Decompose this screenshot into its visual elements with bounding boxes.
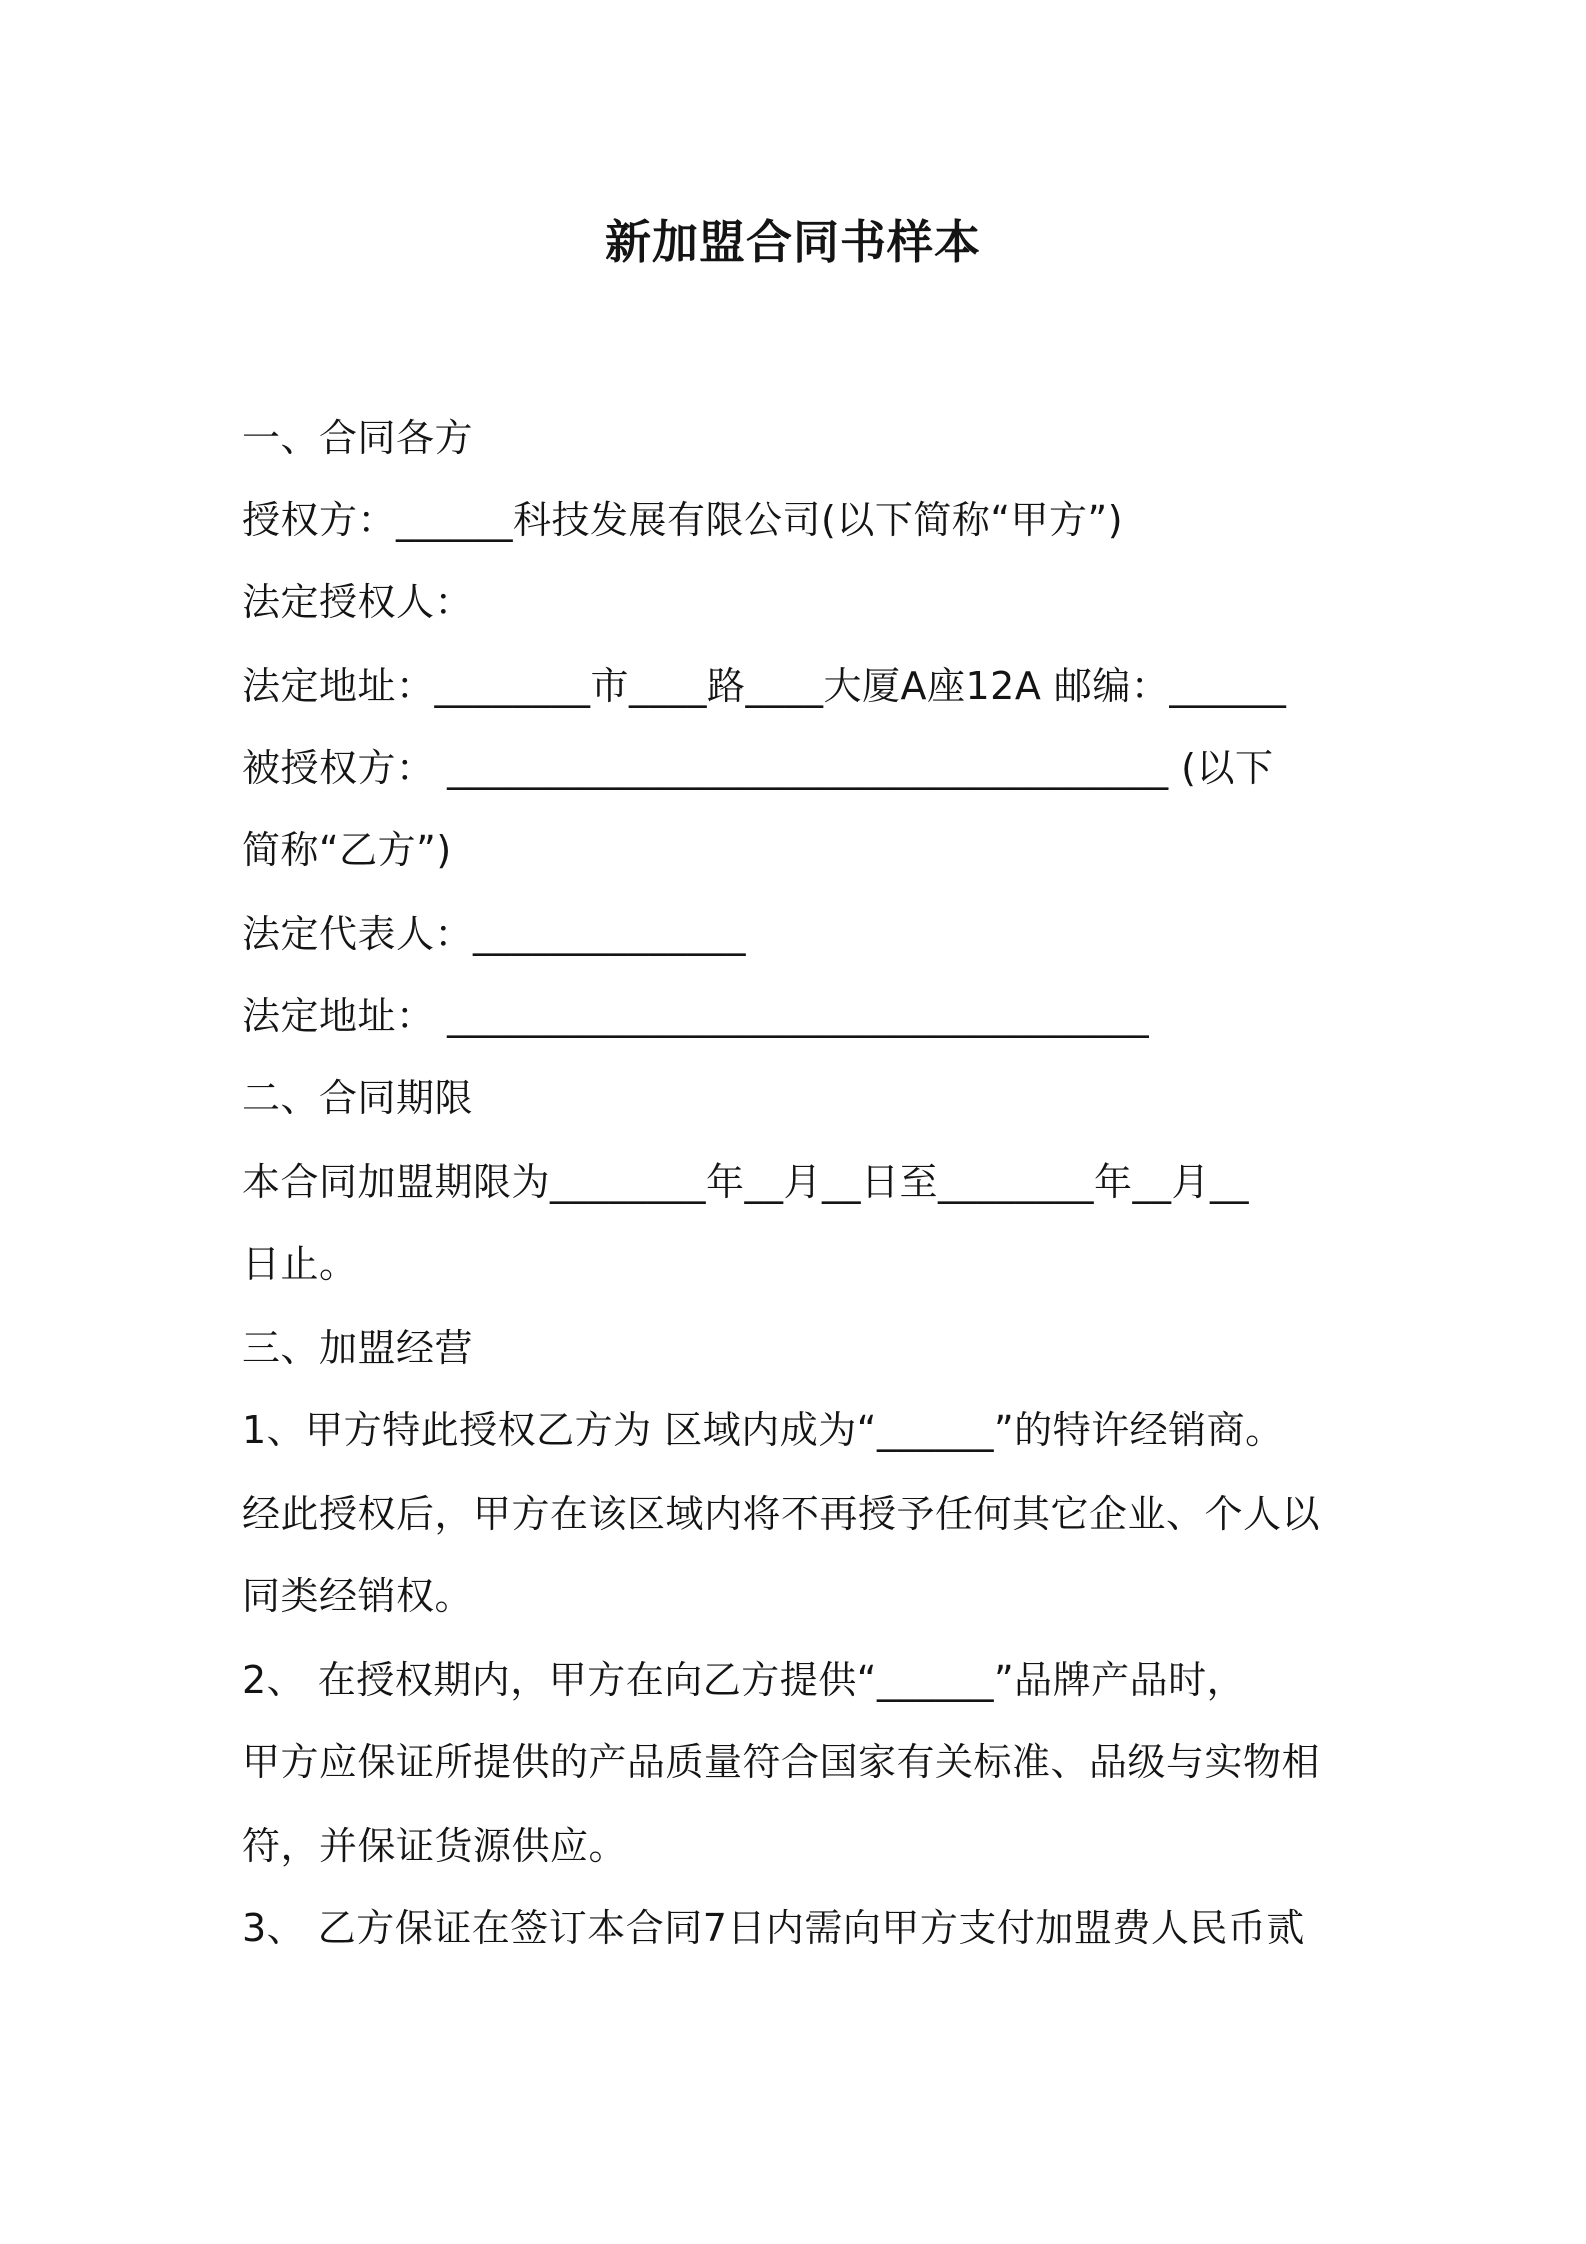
document-title: 新加盟合同书样本 [605,215,981,269]
term-line: 本合同加盟期限为________年__月__日至________年__月__ [242,1160,1250,1204]
section-heading-franchise: 三、加盟经营 [242,1326,474,1370]
clause-1-line-2: 经此授权后，甲方在该区域内将不再授予任何其它企业、个人以 [242,1492,1321,1536]
licensee-line-cont: 简称“乙方”) [242,828,452,872]
clause-3-line-1: 3、 乙方保证在签订本合同7日内需向甲方支付加盟费人民币贰 [242,1906,1305,1950]
clause-1-line-3: 同类经销权。 [242,1574,474,1618]
term-line-cont: 日止。 [242,1242,358,1286]
licensee-line: 被授权方： _____________________________________ (以下 [242,746,1274,790]
clause-2-line-1: 2、 在授权期内，甲方在向乙方提供“______”品牌产品时， [242,1658,1246,1702]
clause-1-line-1: 1、甲方特此授权乙方为 区域内成为“______”的特许经销商。 [242,1408,1284,1452]
legal-representative-line: 法定代表人：______________ [242,912,747,956]
section-heading-term: 二、合同期限 [242,1076,474,1120]
section-heading-parties: 一、合同各方 [242,416,474,460]
clause-2-line-2: 甲方应保证所提供的产品质量符合国家有关标准、品级与实物相 [242,1740,1321,1784]
legal-licensor-line: 法定授权人： [242,580,474,624]
clause-2-line-3: 符，并保证货源供应。 [242,1824,628,1868]
licensee-address-line: 法定地址： ____________________________________ [242,994,1150,1038]
licensor-line: 授权方：______科技发展有限公司(以下简称“甲方”) [242,498,1124,542]
licensor-address-line: 法定地址：________市____路____大厦A座12A 邮编：______ [242,664,1287,708]
